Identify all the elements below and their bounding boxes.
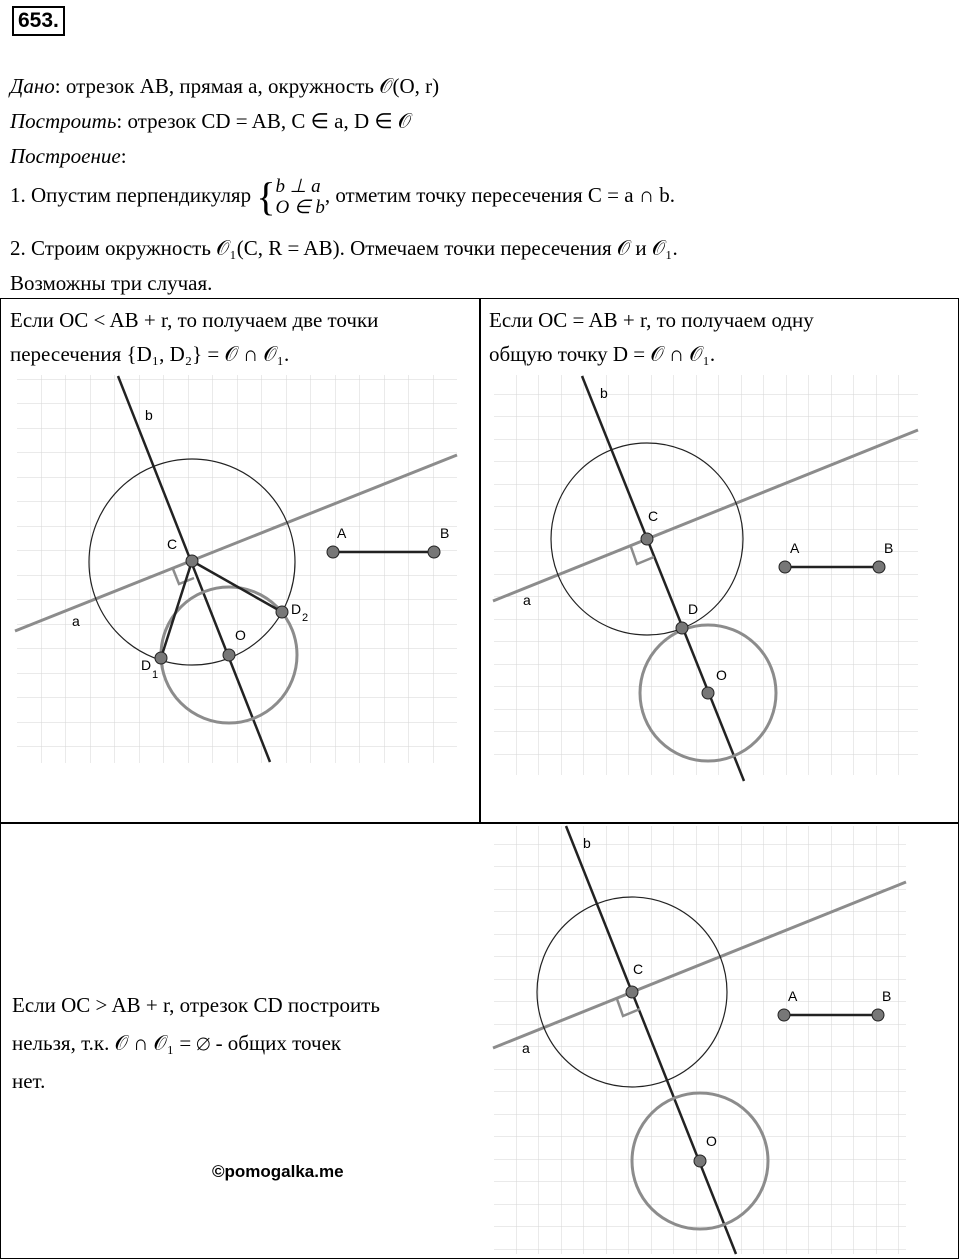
watermark: ©pomogalka.me (212, 1162, 344, 1181)
given-label: Дано (10, 74, 55, 98)
point-D1 (155, 652, 167, 664)
case2-line2: общую точку D = 𝒪 ∩ 𝒪₁. (489, 342, 716, 366)
label-b-2: b (600, 385, 608, 401)
label-D1-sub: 1 (152, 669, 159, 681)
step-3: Возможны три случая. (10, 271, 213, 295)
label-D1: D (141, 657, 152, 673)
construction-label: Построение (10, 144, 121, 168)
label-a-2: a (523, 592, 531, 608)
point-C-3 (626, 986, 638, 998)
point-C-2 (641, 533, 653, 545)
system-brace: {b ⊥ a O ∈ b (256, 174, 325, 219)
point-D (676, 622, 688, 634)
step-2: 2. Строим окружность 𝒪₁(C, R = AB). Отмечаем точки пересечения 𝒪 и 𝒪₁. (10, 236, 678, 260)
label-O-2: O (716, 667, 727, 683)
point-O-3 (694, 1155, 706, 1167)
label-B-2: B (884, 540, 894, 556)
label-D: D (688, 601, 699, 617)
label-A-3: A (788, 988, 798, 1004)
case1-line1: Если OC < AB + r, то получаем две точки (10, 308, 379, 332)
point-A-3 (778, 1009, 790, 1021)
case3-line2: нельзя, т.к. 𝒪 ∩ 𝒪₁ = ∅ - общих точек (12, 1031, 342, 1055)
grid-1 (17, 375, 457, 763)
point-C-1 (186, 555, 198, 567)
case2-line1: Если OC = AB + r, то получаем одну (489, 308, 814, 332)
label-D2: D (291, 601, 302, 617)
case1-line2: пересечения {D₁, D₂} = 𝒪 ∩ 𝒪₁. (10, 342, 290, 366)
label-b-1: b (145, 407, 153, 423)
label-A-1: A (337, 525, 347, 541)
construct-label: Построить (10, 109, 117, 133)
label-C-1: C (167, 536, 178, 552)
case3-line3: нет. (12, 1069, 46, 1093)
point-B-3 (872, 1009, 884, 1021)
point-A-2 (779, 561, 791, 573)
step1-suffix: , отметим точку пересечения C = a ∩ b. (324, 182, 675, 207)
given-text: : отрезок AB, прямая a, окружность 𝒪(O, r) (54, 74, 440, 98)
point-O-2 (702, 687, 714, 699)
construct-text: : отрезок CD = AB, C ∈ a, D ∈ 𝒪 (116, 109, 412, 133)
point-A-1 (327, 546, 339, 558)
system-row-2: O ∈ b (275, 197, 325, 218)
step1-prefix: 1. Опустим перпендикуляр (10, 182, 257, 207)
problem-number: 653. (12, 6, 65, 36)
label-C-2: C (648, 508, 659, 524)
label-A-2: A (790, 540, 800, 556)
system-row-1: b ⊥ a (275, 176, 321, 197)
grid-3 (494, 826, 906, 1254)
point-B-2 (873, 561, 885, 573)
label-D2-sub: 2 (302, 612, 309, 624)
label-a-1: a (72, 613, 80, 629)
case3-line1: Если OC > AB + r, отрезок CD построить (12, 993, 380, 1017)
label-B-3: B (882, 988, 892, 1004)
construction-colon: : (120, 144, 127, 168)
label-O-1: O (235, 627, 246, 643)
point-D2 (276, 606, 288, 618)
point-O-1 (223, 649, 235, 661)
label-C-3: C (633, 961, 644, 977)
label-b-3: b (583, 835, 591, 851)
label-O-3: O (706, 1133, 717, 1149)
label-B-1: B (440, 525, 450, 541)
point-B-1 (428, 546, 440, 558)
label-a-3: a (522, 1040, 530, 1056)
